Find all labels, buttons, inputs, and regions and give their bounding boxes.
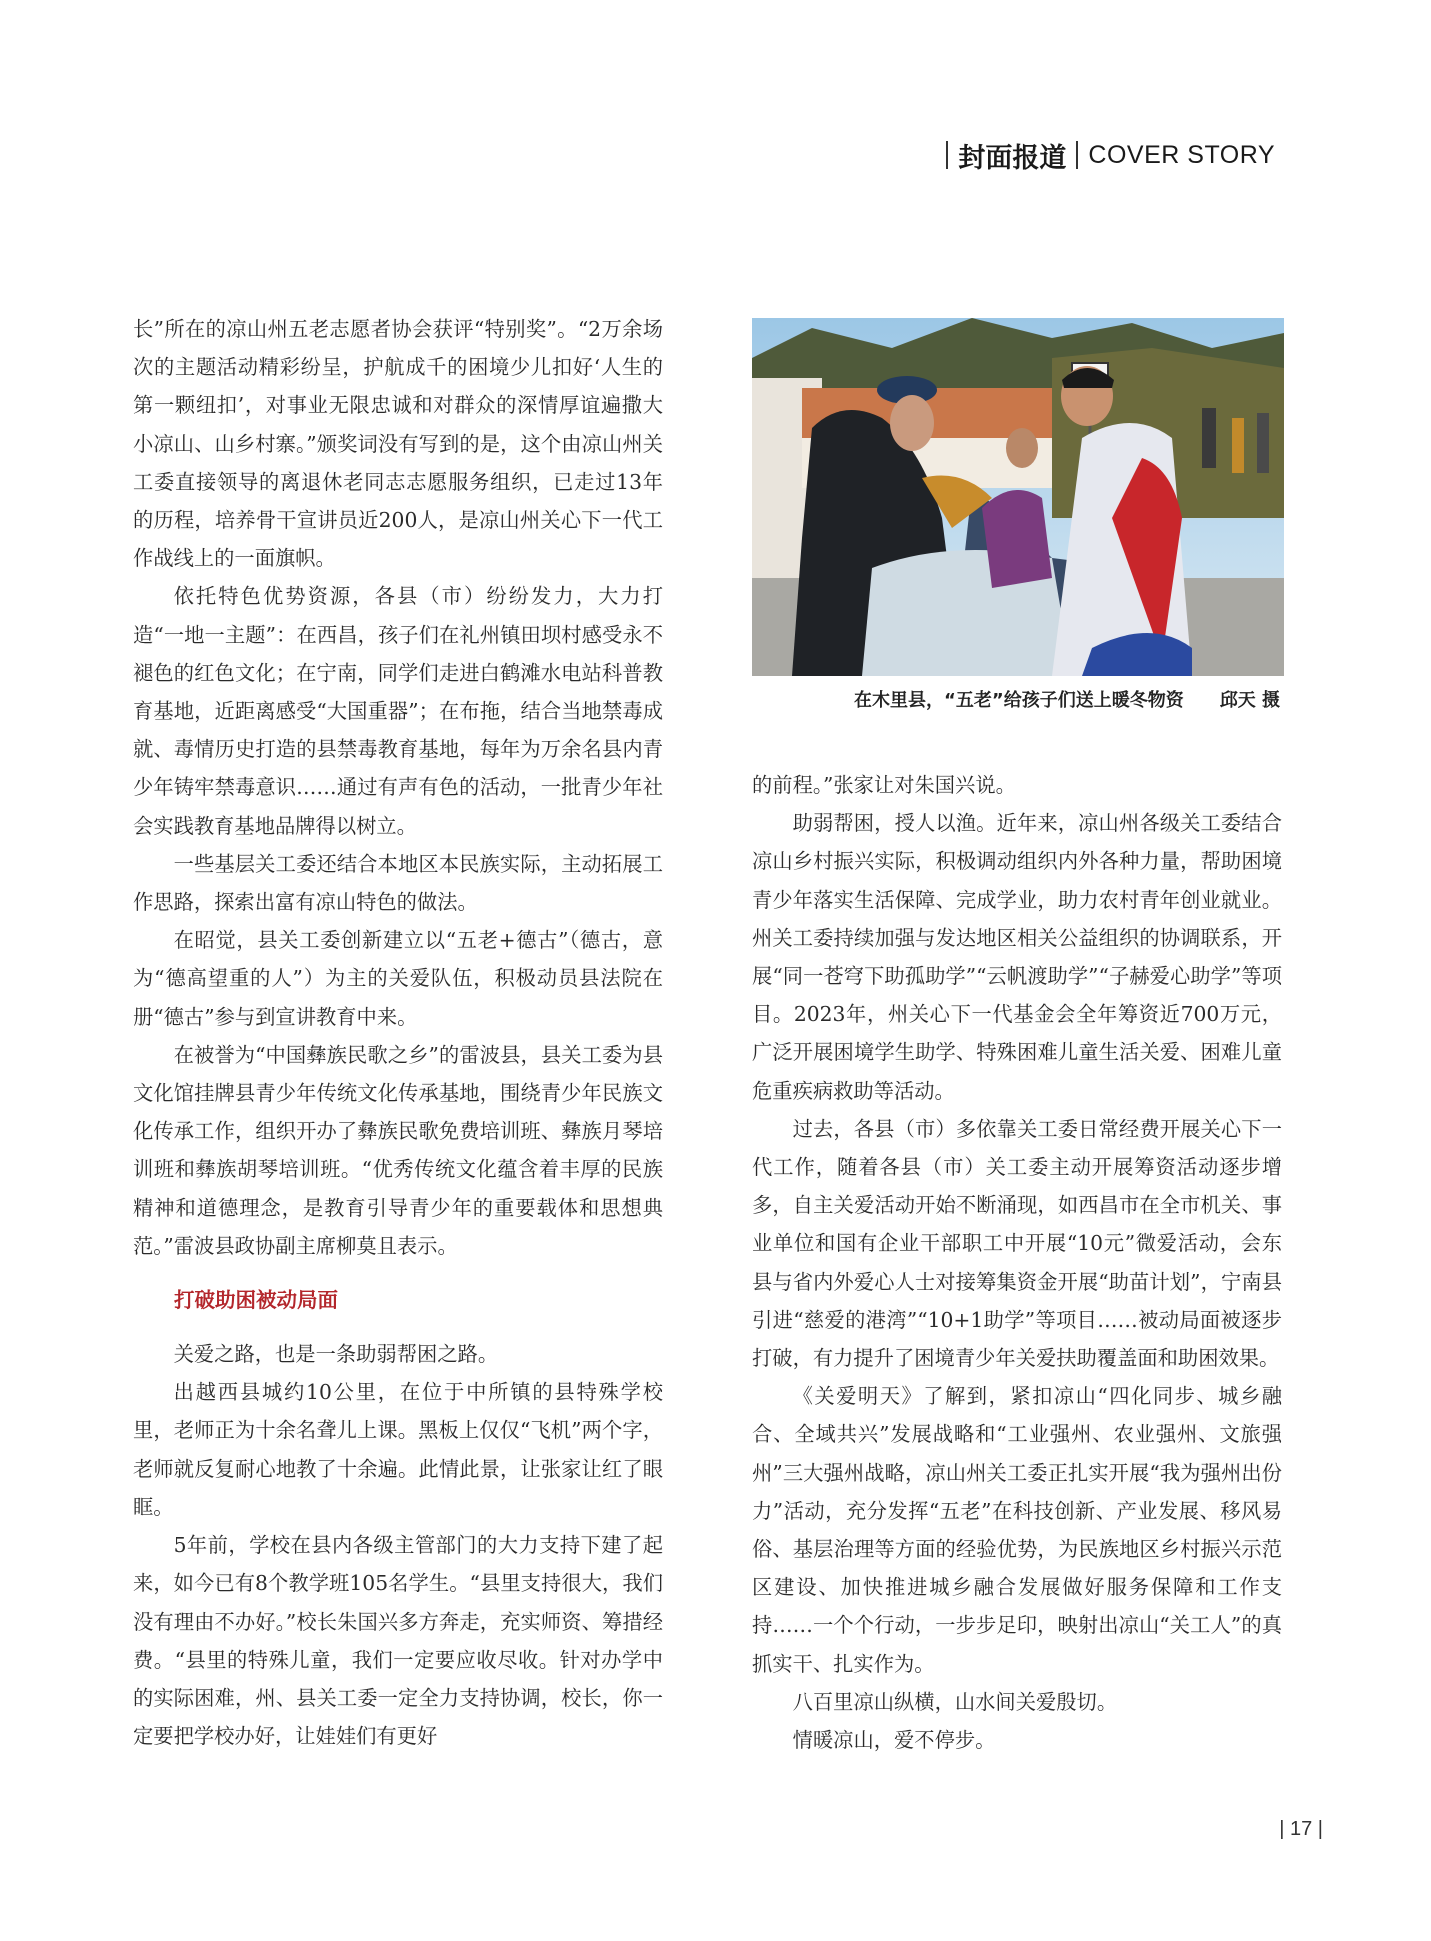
section-title: 封面报道: [958, 142, 1067, 174]
article-photo: [752, 318, 1284, 676]
paragraph: 助弱帮困，授人以渔。近年来，凉山州各级关工委结合凉山乡村振兴实际，积极调动组织内外各种力量，帮助困境青少年落实生活保障、完成学业，助力农村青年创业就业。州关工委持续加强与发达地区相关公益组织的协调联系，开展“同一苍穹下助孤助学”“云帆渡助学”“子赫爱心助学”等项目。2023年，州关心下一代基金会全年筹资近700万元，广泛开展困境学生助学、特殊困难儿童生活关爱、困难儿童危重疾病救助等活动。: [752, 811, 1282, 1103]
paragraph: 八百里凉山纵横，山水间关爱殷切。: [792, 1689, 1118, 1714]
header-divider: [1076, 141, 1078, 169]
left-column: [133, 310, 663, 1755]
header-divider: [946, 141, 948, 169]
paragraph: 依托特色优势资源，各县（市）纷纷发力，大力打造“一地一主题”：在西昌，孩子们在礼州镇田坝村感受永不褪色的红色文化；在宁南，同学们走进白鹤滩水电站科普教育基地，近距离感受“大国重器”；在布拖，结合当地禁毒成就、毒情历史打造的县禁毒教育基地，每年为万余名县内青少年铸牢禁毒意识……通过有声有色的活动，一批青少年社会实践教育基地品牌得以树立。: [133, 584, 663, 838]
paragraph: 长”所在的凉山州五老志愿者协会获评“特别奖”。“2万余场次的主题活动精彩纷呈，护航成千的困境少儿扣好‘人生的第一颗纽扣’，对事业无限忠诚和对群众的深情厚谊遍撒大小凉山、山乡村寨。”颁奖词没有写到的是，这个由凉山州关工委直接领导的离退休老同志志愿服务组织，已走过13年的历程，培养骨干宣讲员近200人，是凉山州关心下一代工作战线上的一面旗帜。: [133, 317, 663, 571]
photo-caption: [752, 686, 1280, 712]
paragraph: 在被誉为“中国彝族民歌之乡”的雷波县，县关工委为县文化馆挂牌县青少年传统文化传承基地，围绕青少年民族文化传承工作，组织开办了彝族民歌免费培训班、彝族月琴培训班和彝族胡琴培训班。“优秀传统文化蕴含着丰厚的民族精神和道德理念，是教育引导青少年的重要载体和思想典范。”雷波县政协副主席柳莫且表示。: [133, 1042, 663, 1258]
paragraph: 过去，各县（市）多依靠关工委日常经费开展关心下一代工作，随着各县（市）关工委主动开展筹资活动逐步增多，自主关爱活动开始不断涌现，如西昌市在全市机关、事业单位和国有企业干部职工中开展“10元”微爱活动，会东县与省内外爱心人士对接筹集资金开展“助苗计划”，宁南县引进“慈爱的港湾”“10+1助学”等项目……被动局面被逐步打破，有力提升了困境青少年关爱扶助覆盖面和助困效果。: [752, 1116, 1282, 1371]
paragraph: 《关爱明天》了解到，紧扣凉山“四化同步、城乡融合、全域共兴”发展战略和“工业强州、农业强州、文旅强州”三大强州战略，凉山州关工委正扎实开展“我为强州出份力”活动，充分发挥“五老”在科技创新、产业发展、移风易俗、基层治理等方面的经验优势，为民族地区乡村振兴示范区建设、加快推进城乡融合发展做好服务保障和工作支持……一个个行动，一步步足印，映射出凉山“关工人”的真抓实干、扎实作为。: [752, 1384, 1282, 1676]
paragraph: 情暖凉山，爱不停步。: [792, 1728, 996, 1753]
subheading: 打破助困被动局面: [174, 1288, 338, 1313]
paragraph: 的前程。”张家让对朱国兴说。: [752, 773, 1016, 797]
paragraph: 一些基层关工委还结合本地区本民族实际，主动拓展工作思路，探索出富有凉山特色的做法。: [133, 851, 663, 915]
paragraph: 5年前，学校在县内各级主管部门的大力支持下建了起来，如今已有8个教学班105名学生。“县里支持很大，我们没有理由不办好。”校长朱国兴多方奔走，充实师资、筹措经费。“县里的特殊儿童，我们一定要应收尽收。针对办学中的实际困难，州、县关工委一定全力支持协调，校长，你一定要把学校办好，让娃娃们有更好: [133, 1533, 663, 1749]
paragraph: 在昭觉，县关工委创新建立以“五老+德古”（德古，意为“德高望重的人”）为主的关爱队伍，积极动员县法院在册“德古”参与到宣讲教育中来。: [133, 928, 663, 1029]
paragraph: 出越西县城约10公里，在位于中所镇的县特殊学校里，老师正为十余名聋儿上课。黑板上仅仅“飞机”两个字，老师就反复耐心地教了十余遍。此情此景，让张家让红了眼眶。: [133, 1380, 663, 1519]
caption-text: 在木里县，“五老”给孩子们送上暖冬物资: [854, 690, 1184, 711]
page-header: [936, 138, 1275, 172]
right-column: [752, 766, 1282, 1759]
section-title-en: COVER STORY: [1088, 140, 1275, 169]
photo-credit: 邱天 摄: [1219, 690, 1280, 711]
page-number-block: | 17 |: [1279, 1818, 1323, 1840]
paragraph: 关爱之路，也是一条助弱帮困之路。: [173, 1342, 499, 1367]
page-number: 17: [1289, 1818, 1313, 1840]
